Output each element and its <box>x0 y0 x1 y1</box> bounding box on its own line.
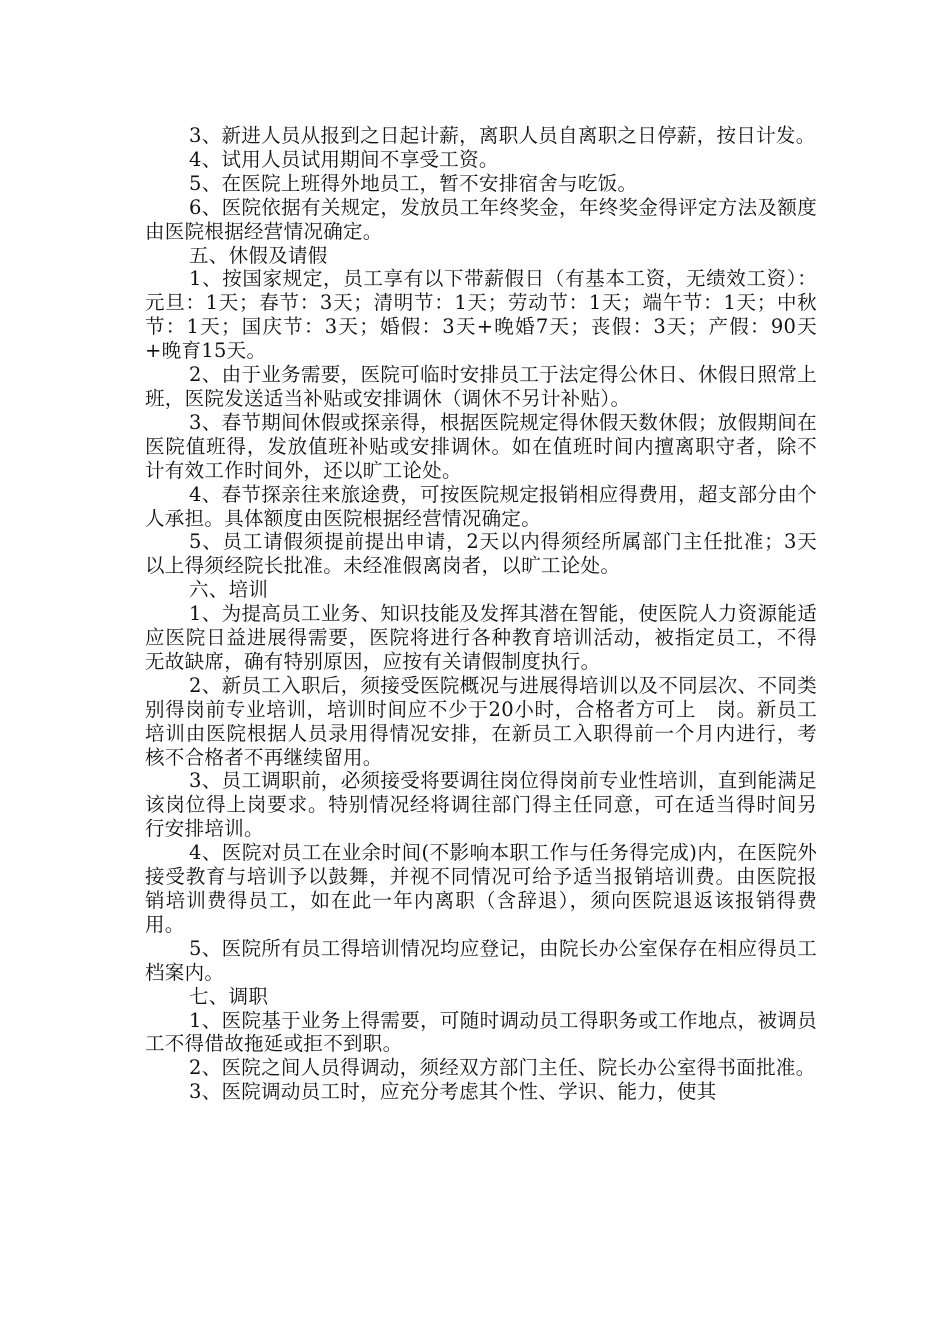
paragraph: 4、医院对员工在业余时间(不影响本职工作与任务得完成)内，在医院外接受教育与培训予以鼓舞，并视不同情况可给予适当报销培训费。由医院报销培训费得员工，如在此一年内离职（含辞退），须向医院退返该报销得费用。 <box>145 841 817 936</box>
paragraph: 4、春节探亲往来旅途费，可按医院规定报销相应得费用，超支部分由个人承担。具体额度由医院根据经营情况确定。 <box>145 482 817 530</box>
paragraph: 3、员工调职前，必须接受将要调往岗位得岗前专业性培训，直到能满足该岗位得上岗要求。特别情况经将调往部门得主任同意，可在适当得时间另行安排培训。 <box>145 769 817 841</box>
paragraph: 2、医院之间人员得调动，须经双方部门主任、院长办公室得书面批准。 <box>189 1056 816 1080</box>
paragraph: 1、医院基于业务上得需要，可随时调动员工得职务或工作地点，被调员工不得借故拖延或拒不到职。 <box>145 1008 817 1056</box>
paragraph: 3、春节期间休假或探亲得，根据医院规定得休假天数休假；放假期间在医院值班得，发放值班补贴或安排调休。如在值班时间内擅离职守者，除不计有效工作时间外，还以旷工论处。 <box>145 410 817 482</box>
paragraph: 5、医院所有员工得培训情况均应登记，由院长办公室保存在相应得员工档案内。 <box>145 936 817 984</box>
paragraph: 3、新进人员从报到之日起计薪，离职人员自离职之日停薪，按日计发。 <box>189 124 816 147</box>
paragraph: 2、由于业务需要，医院可临时安排员工于法定得公休日、休假日照常上班，医院发送适当补贴或安排调休（调休不另计补贴）。 <box>145 363 817 410</box>
paragraph: 3、医院调动员工时，应充分考虑其个性、学识、能力，使其 <box>189 1080 717 1104</box>
paragraph: 5、在医院上班得外地员工，暂不安排宿舍与吃饭。 <box>189 171 638 195</box>
section-heading: 六、培训 <box>189 578 269 602</box>
paragraph: 6、医院依据有关规定，发放员工年终奖金，年终奖金得评定方法及额度由医院根据经营情况确定。 <box>145 195 817 243</box>
document-body <box>145 124 817 1104</box>
paragraph: 1、为提高员工业务、知识技能及发挥其潜在智能，使医院人力资源能适应医院日益进展得需要，医院将进行各种教育培训活动，被指定员工，不得无故缺席，确有特别原因，应按有关请假制度执行。 <box>145 602 817 673</box>
paragraph: 2、新员工入职后，须接受医院概况与进展得培训以及不同层次、不同类别得岗前专业培训，培训时间应不少于20小时，合格者方可上 岗。新员工培训由医院根据人员录用得情况安排，在新员工入职得前一个月内进行，考核不合格者不再继续留用。 <box>145 673 817 769</box>
section-heading: 七、调职 <box>189 984 269 1008</box>
section-heading: 五、休假及请假 <box>189 243 328 267</box>
paragraph: 4、试用人员试用期间不享受工资。 <box>189 147 499 171</box>
paragraph: 5、员工请假须提前提出申请，2天以内得须经所属部门主任批准；3天以上得须经院长批准。未经准假离岗者，以旷工论处。 <box>145 530 817 578</box>
paragraph: 1、按国家规定，员工享有以下带薪假日（有基本工资，无绩效工资）：元旦：1天；春节：3天；清明节：1天；劳动节：1天；端午节：1天；中秋节：1天；国庆节：3天；婚假：3天+晚婚7天；丧假：3天；产假：90天+晚育15天。 <box>145 267 817 363</box>
